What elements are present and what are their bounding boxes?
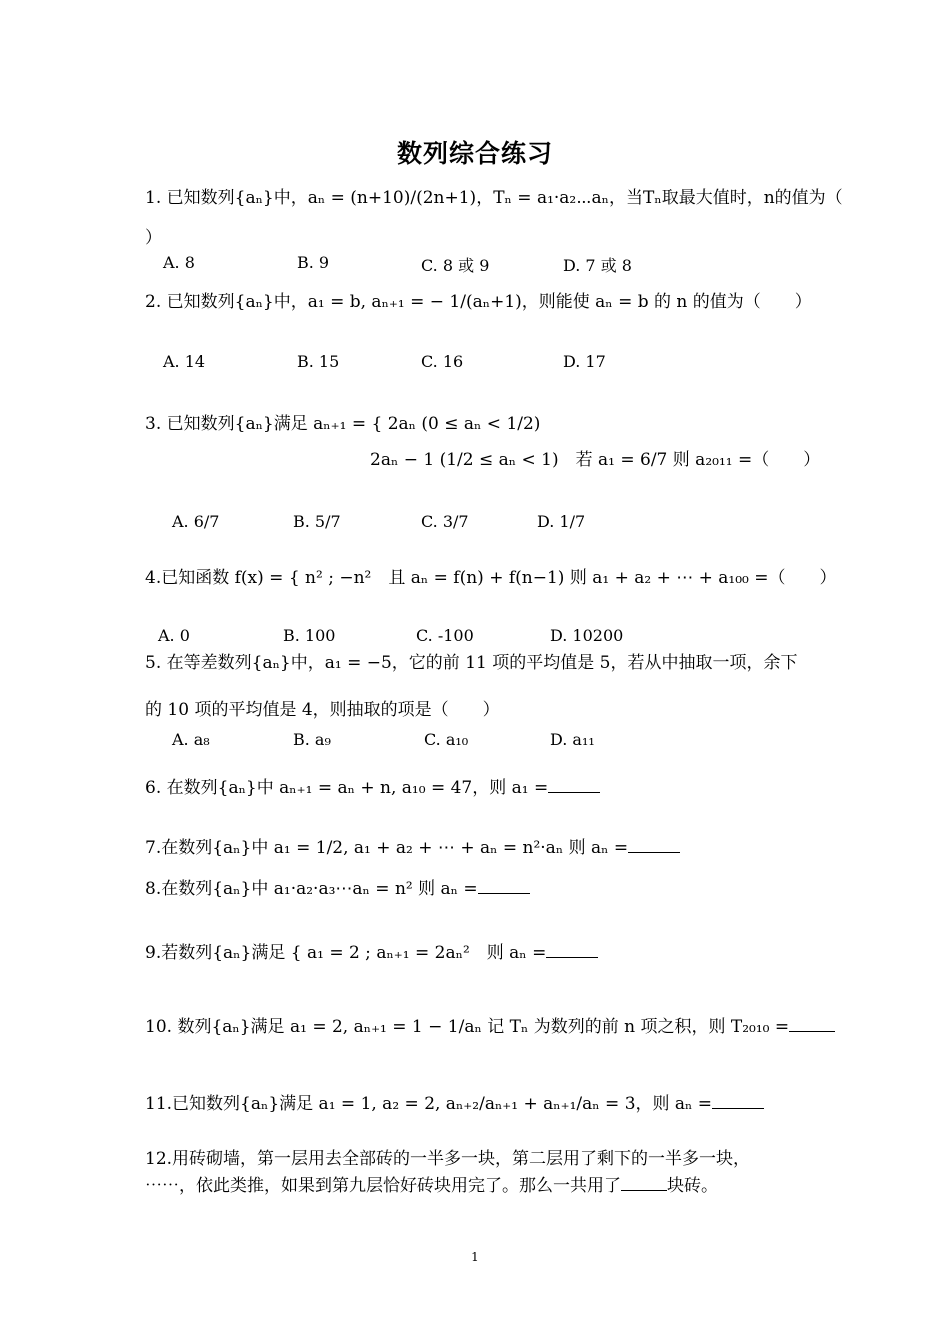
q3-option-c: C. 3/7 [421,512,469,531]
q4-option-d: D. 10200 [550,626,624,645]
question-7-text: 7.在数列{aₙ}中 a₁ = 1/2, a₁ + a₂ + ⋯ + aₙ = n²·aₙ 则 aₙ = [145,838,629,858]
q4-option-a: A. 0 [158,626,190,645]
question-1: 1. 已知数列{aₙ}中，aₙ = (n+10)/(2n+1)，Tₙ = a₁·a₂⋯aₙ，当Tₙ取最大值时，n的值为（ [145,188,843,208]
answer-blank-7[interactable] [628,838,680,853]
q1-option-d: D. 7 或 8 [563,256,632,275]
page-title: 数列综合练习 [396,139,553,168]
question-12-text: ⋯⋯，依此类推，如果到第九层恰好砖块用完了。那么一共用了 [145,1176,621,1196]
answer-blank-9[interactable] [546,943,598,958]
answer-blank-8[interactable] [478,879,530,894]
q3-option-b: B. 5/7 [293,512,341,531]
answer-blank-10[interactable] [789,1017,835,1032]
question-9 [145,941,598,965]
question-3-line-1: 3. 已知数列{aₙ}满足 aₙ₊₁ = { 2aₙ (0 ≤ aₙ < 1/2) [145,414,541,434]
question-6-text: 6. 在数列{aₙ}中 aₙ₊₁ = aₙ + n, a₁₀ = 47，则 a₁ = [145,778,549,798]
q1-option-b: B. 9 [297,253,330,272]
question-10-text: 10. 数列{aₙ}满足 a₁ = 2, aₙ₊₁ = 1 − 1/aₙ 记 Tₙ 为数列的前 n 项之积，则 T₂₀₁₀ = [145,1017,790,1037]
q2-option-c: C. 16 [421,352,464,371]
question-7 [145,836,680,860]
question-6 [145,776,600,800]
q2-option-d: D. 17 [563,352,606,371]
q3-option-d: D. 1/7 [537,512,586,531]
question-12-line-1: 12.用砖砌墙，第一层用去全部砖的一半多一块，第二层用了剩下的一半多一块， [145,1149,751,1169]
question-9-text: 9.若数列{aₙ}满足 { a₁ = 2 ; aₙ₊₁ = 2aₙ² 则 aₙ = [145,943,547,963]
question-11-text: 11.已知数列{aₙ}满足 a₁ = 1, a₂ = 2, aₙ₊₂/aₙ₊₁ + aₙ₊₁/aₙ = 3，则 aₙ = [145,1094,713,1114]
question-8-text: 8.在数列{aₙ}中 a₁·a₂·a₃⋯aₙ = n² 则 aₙ = [145,879,478,899]
q3-option-a: A. 6/7 [172,512,220,531]
q4-option-b: B. 100 [283,626,336,645]
q5-option-d: D. a₁₁ [550,730,595,749]
answer-blank-6[interactable] [548,778,600,793]
q1-option-a: A. 8 [163,253,195,272]
question-8 [145,877,530,901]
q1-option-c: C. 8 或 9 [421,256,490,275]
answer-blank-12[interactable] [621,1176,667,1191]
question-5-line-2: 的 10 项的平均值是 4，则抽取的项是（ ） [145,700,500,720]
page-number: 1 [471,1250,479,1264]
question-11 [145,1092,764,1116]
q5-option-c: C. a₁₀ [424,730,469,749]
q5-option-b: B. a₉ [293,730,331,749]
question-4: 4.已知函数 f(x) = { n² ; −n² 且 aₙ = f(n) + f(n−1) 则 a₁ + a₂ + ⋯ + a₁₀₀ =（ ） [145,568,837,588]
q4-option-c: C. -100 [416,626,474,645]
question-5-line-1: 5. 在等差数列{aₙ}中，a₁ = −5，它的前 11 项的平均值是 5，若从中抽取一项，余下 [145,653,798,673]
question-10 [145,1015,835,1039]
question-2: 2. 已知数列{aₙ}中，a₁ = b, aₙ₊₁ = − 1/(aₙ+1)，则能使 aₙ = b 的 n 的值为（ ） [145,292,812,312]
answer-blank-11[interactable] [712,1094,764,1109]
question-3-line-2: 2aₙ − 1 (1/2 ≤ aₙ < 1) 若 a₁ = 6/7 则 a₂₀₁₁ =（ ） [370,450,821,470]
question-1-continuation: ） [145,228,162,248]
question-12-suffix: 块砖。 [667,1176,718,1196]
question-12-line-2 [145,1174,718,1198]
q2-option-a: A. 14 [163,352,206,371]
q2-option-b: B. 15 [297,352,340,371]
q5-option-a: A. a₈ [172,730,210,749]
